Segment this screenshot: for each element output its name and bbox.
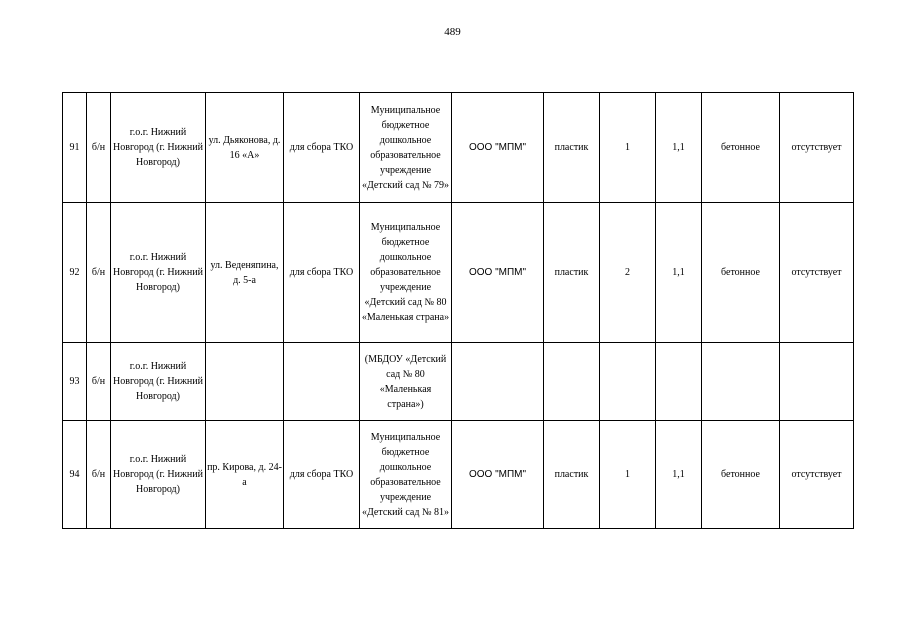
cell-status: отсутствует <box>780 93 854 203</box>
cell-status <box>780 343 854 421</box>
page-number: 489 <box>444 26 461 38</box>
cell-owner: (МБДОУ «Детский сад № 80 «Маленькая страна») <box>360 343 452 421</box>
cell-municipality: г.о.г. Нижний Новгород (г. Нижний Новгород) <box>111 93 206 203</box>
cell-operator: ООО "МПМ" <box>452 421 544 529</box>
cell-num: 94 <box>63 421 87 529</box>
cell-material: пластик <box>544 421 600 529</box>
cell-count: 2 <box>600 203 656 343</box>
cell-material: пластик <box>544 93 600 203</box>
cell-count <box>600 343 656 421</box>
cell-purpose <box>284 343 360 421</box>
cell-surface: бетонное <box>702 421 780 529</box>
cell-address: пр. Кирова, д. 24-а <box>206 421 284 529</box>
cell-volume: 1,1 <box>656 93 702 203</box>
cell-volume: 1,1 <box>656 203 702 343</box>
cell-operator <box>452 343 544 421</box>
cell-bn: б/н <box>87 343 111 421</box>
cell-material: пластик <box>544 203 600 343</box>
table-row <box>63 343 854 421</box>
cell-municipality: г.о.г. Нижний Новгород (г. Нижний Новгород) <box>111 421 206 529</box>
cell-purpose: для сбора ТКО <box>284 421 360 529</box>
cell-municipality: г.о.г. Нижний Новгород (г. Нижний Новгород) <box>111 203 206 343</box>
table-row <box>63 93 854 203</box>
cell-address <box>206 343 284 421</box>
cell-count: 1 <box>600 93 656 203</box>
cell-purpose: для сбора ТКО <box>284 203 360 343</box>
cell-num: 91 <box>63 93 87 203</box>
cell-num: 93 <box>63 343 87 421</box>
cell-surface <box>702 343 780 421</box>
cell-bn: б/н <box>87 93 111 203</box>
cell-operator: ООО "МПМ" <box>452 203 544 343</box>
cell-bn: б/н <box>87 421 111 529</box>
table-row <box>63 421 854 529</box>
cell-bn: б/н <box>87 203 111 343</box>
cell-volume <box>656 343 702 421</box>
cell-material <box>544 343 600 421</box>
cell-owner: Муниципальное бюджетное дошкольное образовательное учреждение «Детский сад № 81» <box>360 421 452 529</box>
cell-volume: 1,1 <box>656 421 702 529</box>
cell-status: отсутствует <box>780 421 854 529</box>
cell-surface: бетонное <box>702 203 780 343</box>
cell-owner: Муниципальное бюджетное дошкольное образовательное учреждение «Детский сад № 80 «Маленькая страна» <box>360 203 452 343</box>
cell-address: ул. Веденяпина, д. 5-а <box>206 203 284 343</box>
waste-sites-table <box>62 92 854 529</box>
cell-municipality: г.о.г. Нижний Новгород (г. Нижний Новгород) <box>111 343 206 421</box>
cell-status: отсутствует <box>780 203 854 343</box>
cell-count: 1 <box>600 421 656 529</box>
cell-operator: ООО "МПМ" <box>452 93 544 203</box>
cell-purpose: для сбора ТКО <box>284 93 360 203</box>
cell-owner: Муниципальное бюджетное дошкольное образовательное учреждение «Детский сад № 79» <box>360 93 452 203</box>
cell-num: 92 <box>63 203 87 343</box>
cell-address: ул. Дьяконова, д. 16 «А» <box>206 93 284 203</box>
cell-surface: бетонное <box>702 93 780 203</box>
table-row <box>63 203 854 343</box>
